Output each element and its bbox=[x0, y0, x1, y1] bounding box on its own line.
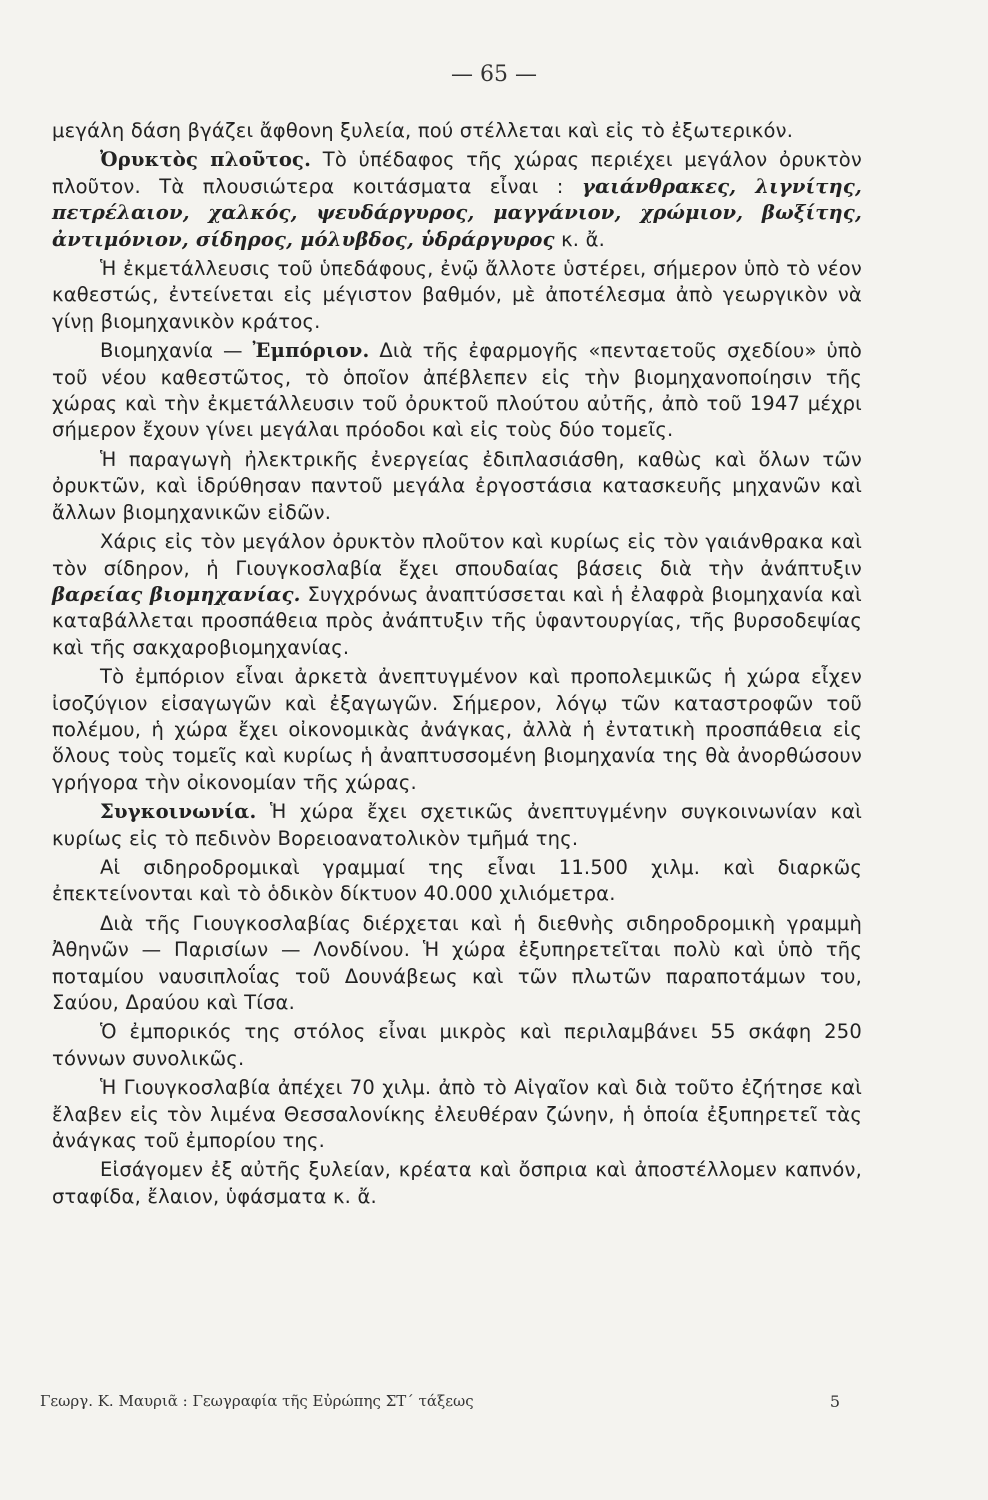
paragraph-heavy-industry: Χάρις εἰς τὸν μεγάλον ὀρυκτὸν πλοῦτον καὶ κυρίως εἰς τὸν γαιάνθρακα καὶ τὸν σίδηρον, ἡ Γιουγκοσλαβία ἔχει σπουδαίας βάσεις διὰ τὴν ἀνάπτυξιν βαρείας βιομηχανίας. Συγχρόνως ἀναπτύσσεται καὶ ἡ ἐλαφρὰ βιομηχανία καὶ καταβάλλεται προσπάθεια πρὸς ἀνάπτυξιν τῆς ὑφαντουργίας, τῆς βυρσοδεψίας καὶ τῆς σακχαροβιομηχανίας. bbox=[52, 530, 862, 659]
section-heading-communications: Συγκοινωνία. bbox=[100, 800, 257, 824]
paragraph-trade: Τὸ ἐμπόριον εἶναι ἀρκετὰ ἀνεπτυγμένον καὶ προπολεμικῶς ἡ χώρα εἶχεν ἰσοζύγιον εἰσαγωγῶν καὶ ἐξαγωγῶν. Σήμερον, λόγῳ τῶν καταστροφῶν τοῦ πολέμου, ἡ χώρα ἔχει οἰκονομικὰς ἀνάγκας, ἀλλὰ ἡ ἐντατικὴ προσπάθεια εἰς ὅλους τοὺς τομεῖς καὶ κυρίως ἡ ἀναπτυσσομένη βιομηχανία της θὰ ἀνορθώσουν γρήγορα τὴν οἰκονομίαν τῆς χώρας. bbox=[52, 665, 862, 794]
paragraph-industry-trade: Βιομηχανία — Ἐμπόριον. Διὰ τῆς ἐφαρμογῆς «πενταετοῦς σχεδίου» ὑπὸ τοῦ νέου καθεστῶτος, τὸ ὁποῖον ἀπέβλεπεν εἰς τὴν βιομηχανοποίησιν τῆς χώρας καὶ τὴν ἐκμετάλλευσιν τοῦ ὀρυκτοῦ πλούτου αὐτῆς, ἀπὸ τοῦ 1947 μέχρι σήμερον ἔχουν γίνει μεγάλαι πρόοδοι καὶ εἰς τοὺς δύο τομεῖς. bbox=[52, 339, 862, 442]
paragraph-aegean: Ἡ Γιουγκοσλαβία ἀπέχει 70 χιλμ. ἀπὸ τὸ Αἰγαῖον καὶ διὰ τοῦτο ἐζήτησε καὶ ἔλαβεν εἰς τὸν λιμένα Θεσσαλονίκης ἐλευθέραν ζώνην, ἡ ὁποία ἐξυπηρετεῖ τὰς ἀνάγκας τοῦ ἐμπορίου της. bbox=[52, 1076, 862, 1153]
section-heading-trade: Ἐμπόριον. bbox=[252, 339, 370, 363]
minerals-list: γαιάνθρακες, λιγνίτης, πετρέλαιον, χαλκός, ψευδάργυρος, μαγγάνιον, χρώμιον, βωξίτης, ἀντιμόνιον, σίδηρος, μόλυβδος, ὑδράργυρος bbox=[52, 174, 862, 251]
paragraph-imports-exports: Εἰσάγομεν ἐξ αὐτῆς ξυλείαν, κρέατα καὶ ὄσπρια καὶ ἀποστέλλομεν καπνόν, σταφίδα, ἔλαιον, ὑφάσματα κ. ἄ. bbox=[52, 1158, 862, 1208]
paragraph-merchant-fleet: Ὁ ἐμπορικός της στόλος εἶναι μικρὸς καὶ περιλαμβάνει 55 σκάφη 250 τόννων συνολικῶς. bbox=[52, 1020, 862, 1070]
paragraph-electric-power: Ἡ παραγωγὴ ἠλεκτρικῆς ἐνεργείας ἐδιπλασιάσθη, καθὼς καὶ ὅλων τῶν ὀρυκτῶν, καὶ ἱδρύθησαν παντοῦ μεγάλα ἐργοστάσια κατασκευῆς μηχανῶν καὶ ἄλλων βιομηχανικῶν εἰδῶν. bbox=[52, 447, 862, 524]
body-text bbox=[52, 118, 862, 1213]
section-heading-mineral-wealth: Ὀρυκτὸς πλοῦτος. bbox=[100, 148, 312, 172]
paragraph-communications: Συγκοινωνία. Ἡ χώρα ἔχει σχετικῶς ἀνεπτυγμένην συγκοινωνίαν καὶ κυρίως εἰς τὸ πεδινὸν Βορειοανατολικὸν τμῆμά της. bbox=[52, 800, 862, 850]
page-number: — 65 — bbox=[451, 62, 537, 87]
section-heading-industry: Βιομηχανία — bbox=[100, 339, 253, 363]
paragraph-mineral-wealth: Ὀρυκτὸς πλοῦτος. Τὸ ὑπέδαφος τῆς χώρας περιέχει μεγάλον ὀρυκτὸν πλοῦτον. Τὰ πλουσιώτερα κοιτάσματα εἶναι : γαιάνθρακες, λιγνίτης, πετρέλαιον, χαλκός, ψευδάργυρος, μαγγάνιον, χρώμιον, βωξίτης, ἀντιμόνιον, σίδηρος, μόλυβδος, ὑδράργυρος κ. ἄ. bbox=[52, 148, 862, 251]
paragraph-exploitation: Ἡ ἐκμετάλλευσις τοῦ ὑπεδάφους, ἐνῷ ἄλλοτε ὑστέρει, σήμερον ὑπὸ τὸ νέον καθεστώς, ἐντείνεται εἰς μέγιστον βαθμόν, μὲ ἀποτέλεσμα ἀπὸ γεωργικὸν νὰ γίνῃ βιομηχανικὸν κράτος. bbox=[52, 257, 862, 333]
paragraph-railways: Αἱ σιδηροδρομικαὶ γραμμαί της εἶναι 11.500 χιλμ. καὶ διαρκῶς ἐπεκτείνονται καὶ τὸ ὁδικὸν δίκτυον 40.000 χιλιόμετρα. bbox=[52, 855, 862, 906]
footer-source: Γεωργ. Κ. Μαυριᾶ : Γεωγραφία τῆς Εὐρώπης ΣΤ΄ τάξεως bbox=[40, 1392, 474, 1410]
paragraph-international-line: Διὰ τῆς Γιουγκοσλαβίας διέρχεται καὶ ἡ διεθνὴς σιδηροδρομικὴ γραμμὴ Ἀθηνῶν — Παρισίων — Λονδίνου. Ἡ χώρα ἐξυπηρετεῖται πολὺ καὶ ὑπὸ τῆς ποταμίου ναυσιπλοΐας τοῦ Δουνάβεως καὶ τῶν πλωτῶν παραποτάμων του, Σαύου, Δραύου καὶ Τίσα. bbox=[52, 911, 862, 1014]
heavy-industry-emphasis: βαρείας βιομηχανίας. bbox=[52, 582, 301, 606]
page-footer bbox=[40, 1392, 840, 1411]
footer-signature: 5 bbox=[829, 1392, 840, 1411]
paragraph-forests: μεγάλη δάση βγάζει ἄφθονη ξυλεία, πού στέλλεται καὶ εἰς τὸ ἐξωτερικόν. bbox=[52, 119, 794, 142]
